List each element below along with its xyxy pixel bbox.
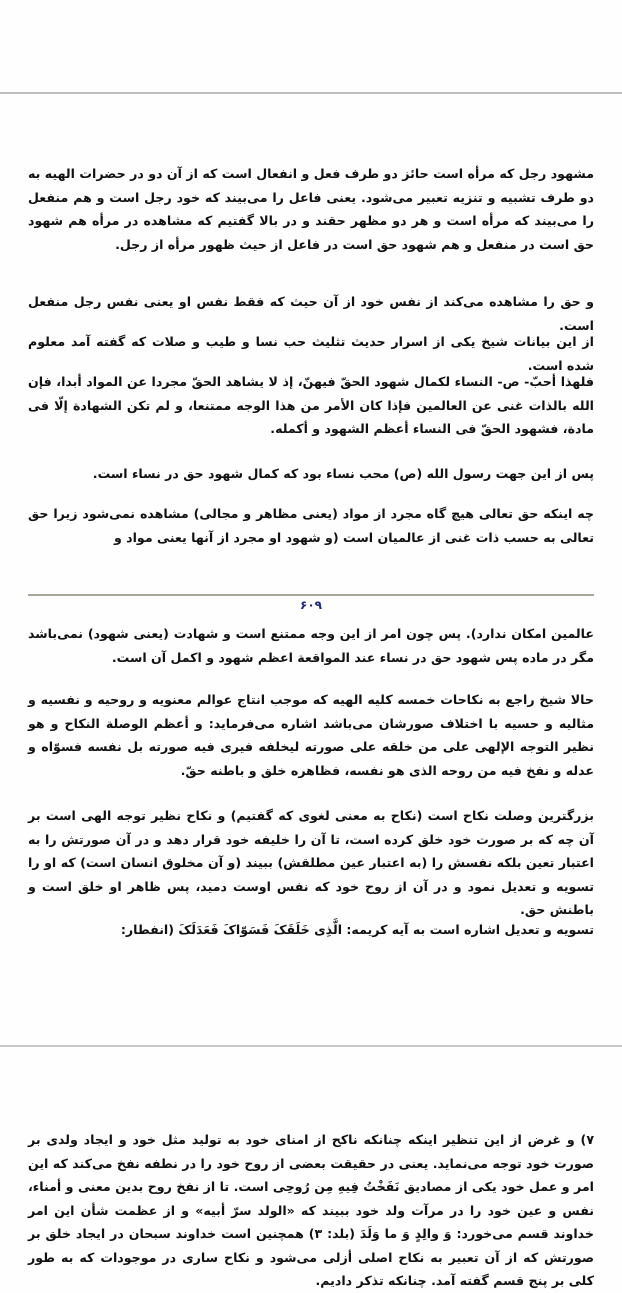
paragraph: عالمین امکان ندارد). پس چون امر از این وجه ممتنع است و شهادت (یعنی شهود) نمی‌باشد مگر در ماده پس شهود حق در نساء عند المواقعة اعظم شهود و اکمل آن است. bbox=[28, 626, 594, 665]
page-number: ۶۰۹ bbox=[300, 598, 322, 612]
paragraph: چه اینکه حق تعالی هیچ گاه مجرد از مواد (یعنی مظاهر و مجالی) مشاهده نمی‌شود زیرا حق تعالی به حسب ذات غنی از عالمیان است (و شهود او مجرد از آنها یعنی مواد و bbox=[28, 506, 594, 545]
paragraph: حالا شیخ راجع به نکاحات خمسه کلیه الهیه که موجب انتاج عوالم معنویه و روحیه و نفسیه و مثالیه و حسیه با اختلاف صورشان می‌باشد اشاره می‌فرماید: و أعظم الوصلة النکاح و هو نظیر التوجه الإلهی علی من خلقه علی صورته لیخلفه فیری فیه صورته بل نفسه فسوّاه و عدله و نفخ فیه من روحه الذی هو نفسه، فظاهره خلق و باطنه حقّ. bbox=[28, 692, 594, 778]
page-divider-top bbox=[0, 92, 622, 94]
paragraph: از این بیانات شیخ یکی از اسرار حدیث تثلیث حب نسا و طیب و صلات که گفته آمد معلوم شده است. bbox=[28, 334, 594, 373]
page-divider-bottom bbox=[0, 1045, 622, 1047]
paragraph: پس از این جهت رسول الله (ص) محب نساء بود که کمال شهود حق در نساء است. bbox=[92, 466, 594, 481]
paragraph: بزرگترین وصلت نکاح است (نکاح به معنی لغوی که گفتیم) و نکاح نظیر توجه الهی است بر آن چه که بر صورت خود خلق کرده است، تا آن را خلیفه خود قرار دهد و در آن صورتش را به اعتبار تعین بلکه نفسش را (به اعتبار عین مطلقش) ببیند (و آن مخلوق انسان است) که او را تسویه و تعدیل نمود و در آن از روح خود که نفس اوست دمید، پس ظاهر او خلق است و باطنش حق. bbox=[28, 808, 594, 917]
paragraph: و حق را مشاهده می‌کند از نفس خود از آن حیث که فقط نفس او یعنی نفس رجل منفعل است. bbox=[28, 294, 594, 333]
paragraph-arabic-quote: فلهذا أحبّ- ص- النساء لکمال شهود الحقّ فیهنّ، إذ لا یشاهد الحقّ مجردا عن المواد أبدا، فإن الله بالذات غنی عن العالمین فإذا کان الأمر من هذا الوجه ممتنعا، و لم تکن الشهادة إلّا فی مادة، فشهود الحقّ فی النساء أعظم الشهود و أکمله. bbox=[28, 374, 594, 436]
paragraph: مشهود رجل که مرأه است حائز دو طرف فعل و انفعال است که از آن دو در حضرات الهیه به دو طرف تشبیه و تنزیه تعبیر می‌شود. یعنی فاعل را می‌بیند که خود رجل است و هم منفعل را می‌بیند که مرأه است و هر دو مظهر حقند و در بالا گفتیم که مشاهده در مرأه هم شهود حق است در منفعل و هم شهود حق است در فاعل از حیث ظهور مرأه از رجل. bbox=[28, 166, 594, 252]
page-break-divider bbox=[28, 594, 594, 596]
paragraph: ۷) و غرض از این تنظیر اینکه چنانکه ناکح از امنای خود به تولید مثل خود و ایجاد ولدی بر صورت خود توجه می‌نماید. یعنی در حقیقت بعضی از روح خود را در نطفه نفخ می‌کند که این امر و عمل خود یکی از مصادیق نَفَخْتُ فِیهِ مِن رُوحِی است. تا از نفخ روح بدین معنی و أمناء، نفس و عین خود را در مرآت ولد خود ببیند که «الولد سرّ أبیه» و از عظمت شأن این امر خداوند قسم می‌خورد: وَ والِدٍ وَ ما وَلَدَ (بلد: ۳) همچنین است خداوند سبحان در ایجاد خلق بر صورتش که از آن تعبیر به نکاح اصلی أزلی می‌شود و نکاح ساری در موجودات که به طور کلی بر پنج قسم گفته آمد. چنانکه تذکر دادیم. bbox=[28, 1132, 594, 1288]
paragraph: تسویه و تعدیل اشاره است به آیه کریمه: الَّذِی خَلَقَکَ فَسَوّاکَ فَعَدَلَکَ (انفطار: bbox=[120, 922, 594, 937]
